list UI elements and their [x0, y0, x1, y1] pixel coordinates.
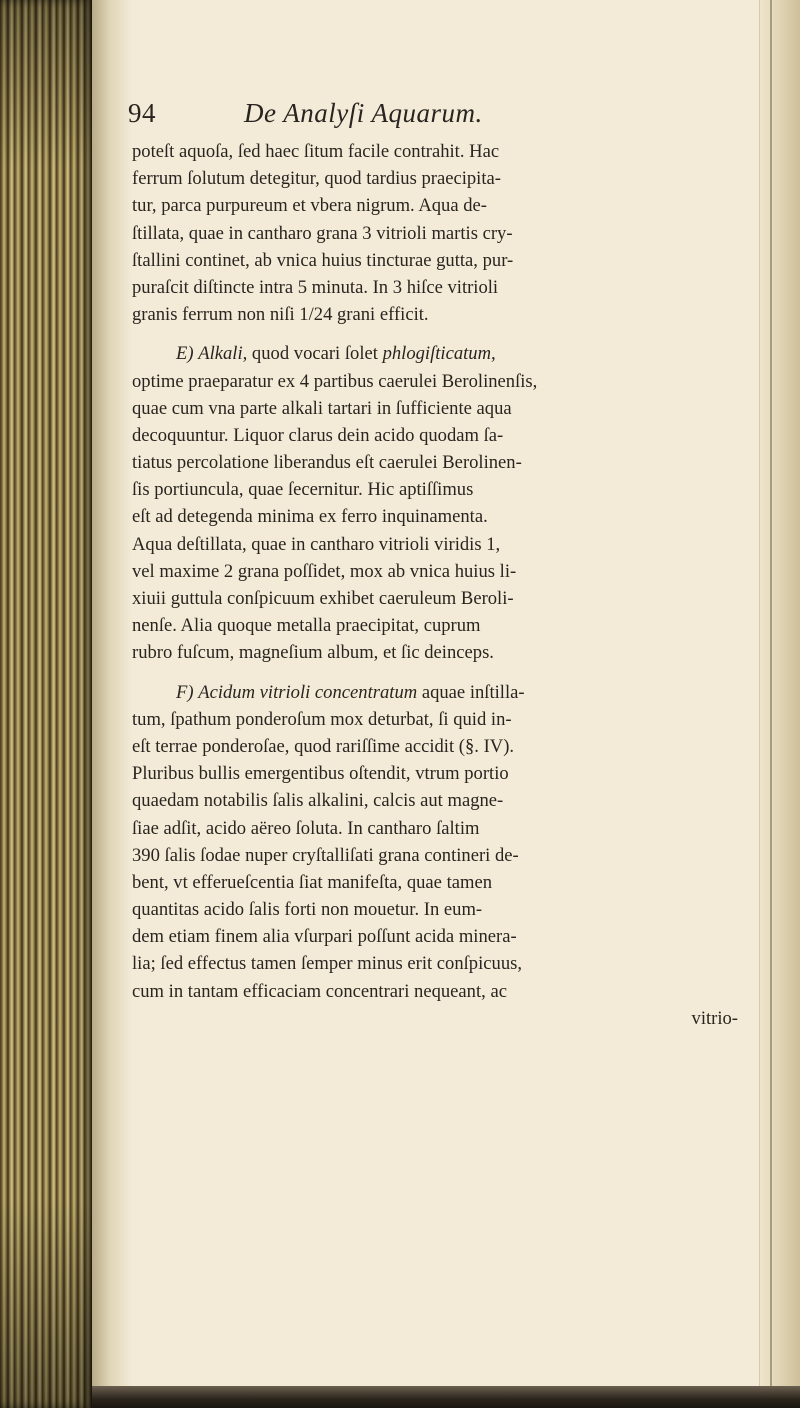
- text-line: poteſt aquoſa, ſed haec ſitum facile contrahit. Hac: [132, 141, 500, 162]
- text-line: eſt terrae ponderoſae, quod rariſſime accidit (§. IV).: [132, 735, 515, 757]
- text-line: lia; ſed effectus tamen ſemper minus erit conſpicuus,: [132, 953, 523, 975]
- lead-text: quod vocari ſolet: [247, 343, 383, 365]
- text-line: cum in tantam efficaciam concentrari nequeant, ac: [132, 980, 507, 1002]
- text-line: rubro fuſcum, magneſium album, et ſic deinceps.: [132, 642, 494, 664]
- text-line: vel maxime 2 grana poſſidet, mox ab vnica huius li-: [132, 560, 517, 582]
- text-line: decoquuntur. Liquor clarus dein acido quodam ſa-: [132, 424, 504, 446]
- section-label: E): [176, 343, 194, 365]
- text-line: ſtillata, quae in cantharo grana 3 vitrioli martis cry-: [132, 222, 513, 244]
- text-line: 390 ſalis ſodae nuper cryſtalliſati grana contineri de-: [132, 844, 519, 866]
- text-line: quaedam notabilis ſalis alkalini, calcis aut magne-: [132, 790, 504, 812]
- book-page: [128, 98, 742, 1032]
- text-line: bent, vt efferueſcentia ſiat manifeſta, quae tamen: [132, 871, 492, 893]
- section-term: Acidum vitrioli concentratum: [198, 681, 418, 703]
- text-line: nenſe. Alia quoque metalla praecipitat, cuprum: [132, 615, 481, 637]
- text-line: ſis portiuncula, quae ſecernitur. Hic aptiſſimus: [132, 479, 474, 501]
- text-line: quantitas acido ſalis forti non mouetur. In eum-: [132, 899, 483, 921]
- paragraph-lead-line: [132, 679, 742, 706]
- binding-shadow: [0, 0, 92, 1408]
- text-line: tur, parca purpureum et vbera nigrum. Aqua de-: [132, 195, 487, 217]
- page-gutter: [92, 0, 132, 1408]
- text-line: ſiae adſit, acido aëreo ſoluta. In cantharo ſaltim: [132, 817, 480, 839]
- bottom-edge-shadow: [92, 1386, 800, 1408]
- section-term-2: phlogiſticatum,: [382, 343, 496, 365]
- body-text: [132, 138, 742, 1032]
- text-line: quae cum vna parte alkali tartari in ſufficiente aqua: [132, 397, 512, 419]
- text-line: ſtallini continet, ab vnica huius tincturae gutta, pur-: [132, 249, 514, 271]
- paragraph-f: [132, 679, 742, 1005]
- running-head: De Analyſi Aquarum.: [244, 98, 483, 128]
- catchword: vitrio-: [691, 1007, 738, 1029]
- text-line: Aqua deſtillata, quae in cantharo vitrioli viridis 1,: [132, 533, 501, 555]
- right-page-edge: [759, 0, 800, 1408]
- text-line: eſt ad detegenda minima ex ferro inquinamenta.: [132, 506, 488, 528]
- text-line: tiatus percolatione liberandus eſt caerulei Berolinen-: [132, 452, 522, 474]
- text-line: puraſcit diſtincte intra 5 minuta. In 3 hiſce vitrioli: [132, 276, 499, 298]
- text-line: tum, ſpathum ponderoſum mox deturbat, ſi quid in-: [132, 708, 512, 730]
- text-line: Pluribus bullis emergentibus oſtendit, vtrum portio: [132, 763, 509, 785]
- paragraph-lead-line: [132, 340, 742, 367]
- paragraph-e: [132, 340, 742, 666]
- text-line: optime praeparatur ex 4 partibus caerulei Berolinenſis,: [132, 370, 538, 392]
- lead-text: aquae inſtilla-: [417, 681, 525, 703]
- text-line: granis ferrum non niſi 1/24 grani efficit.: [132, 304, 429, 326]
- page-number: 94: [128, 98, 156, 128]
- page-fold-line: [770, 0, 772, 1408]
- text-line: dem etiam finem alia vſurpari poſſunt acida minera-: [132, 926, 517, 948]
- page-header: [128, 98, 742, 138]
- text-line: xiuii guttula conſpicuum exhibet caeruleum Beroli-: [132, 588, 514, 609]
- paragraph-1: [132, 138, 742, 328]
- section-term: Alkali,: [198, 343, 248, 365]
- text-line: ferrum ſolutum detegitur, quod tardius praecipita-: [132, 168, 501, 190]
- section-label: F): [176, 681, 194, 703]
